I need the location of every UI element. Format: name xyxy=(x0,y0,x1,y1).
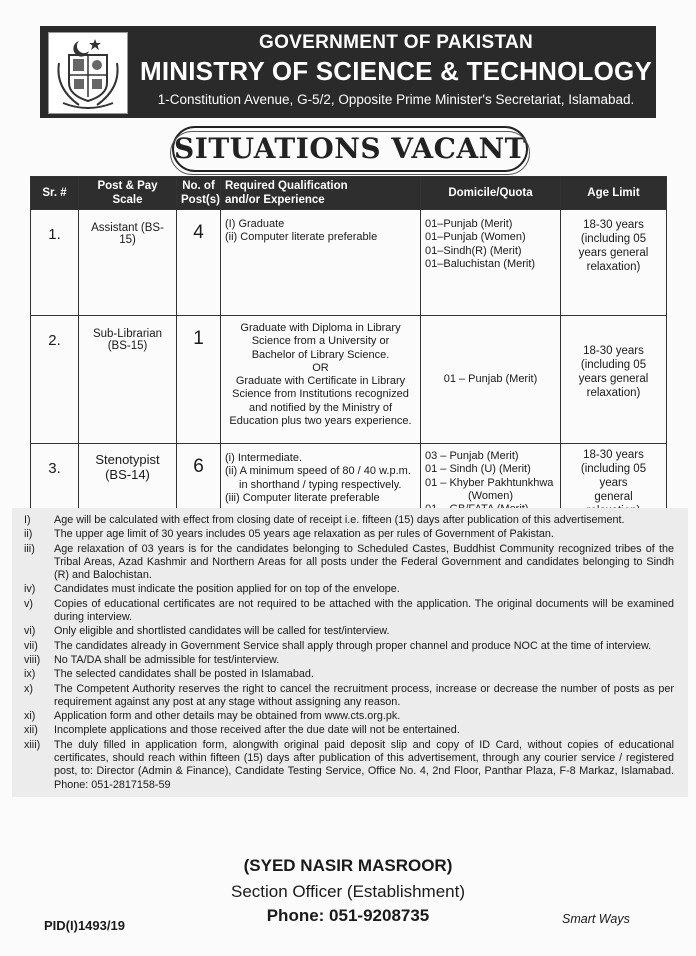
row-serial: 3. xyxy=(31,444,79,536)
state-emblem-icon xyxy=(48,32,128,114)
row-qualification: Graduate with Diploma in Library Science from a University or Bachelor of Library Science. OR Graduate with Certificate in Library Science from Institutions recognized and notified by the Ministry of Education plus two years experience. xyxy=(221,316,421,444)
list-item: xiii) The duly filled in application form, alongwith original paid deposit slip and copy of ID Card, without copies of educational certificates, should reach within fifteen (15) days after publication of this advertisement, through any courier service / registered post, to: Director (Admin & Finance), Candidate Testing Service, Office No. 4, 2nd Floor, Panthar Plaza, F-8 Markaz, Islamabad. Phone: 051-2817158-59 xyxy=(24,738,674,791)
row-age-limit: 18-30 years (including 05 years general relaxation) xyxy=(561,210,667,316)
column-header-qualification: Required Qualification and/or Experience xyxy=(221,177,421,210)
list-item: ix) The selected candidates shall be posted in Islamabad. xyxy=(24,668,314,681)
agency-credit: Smart Ways xyxy=(562,912,630,926)
row-qualification: (I) Graduate (ii) Computer literate preferable xyxy=(221,210,421,316)
ministry-address: 1-Constitution Avenue, G-5/2, Opposite Prime Minister's Secretariat, Islamabad. xyxy=(157,92,635,107)
list-item: iii) Age relaxation of 03 years is for the candidates belonging to Scheduled Castes, Buddhist Community recognized tribes of the Tribal Areas, Azad Kashmir and Northern Areas for all posts under the Federal Government and candidates belonging to Sindh (R) and Balochistan. xyxy=(24,542,674,582)
ministry-title: MINISTRY OF SCIENCE & TECHNOLOGY xyxy=(140,56,652,86)
column-header-posts: No. of Post(s) xyxy=(177,177,221,210)
list-item: ii) The upper age limit of 30 years includes 05 years age relaxation as per rules of Government of Pakistan. xyxy=(24,528,554,541)
signatory-title: Section Officer (Establishment) xyxy=(231,882,465,901)
signatory-name: (SYED NASIR MASROOR) xyxy=(243,856,453,875)
list-item: xii) Incomplete applications and those received after the due date will not be entertained. xyxy=(24,724,460,737)
column-header-age: Age Limit xyxy=(561,177,667,210)
pid-number: PID(I)1493/19 xyxy=(44,918,125,933)
table-header-row xyxy=(31,177,667,210)
list-item: xi) Application form and other details may be obtained from www.cts.org.pk. xyxy=(24,710,401,723)
list-item: vi) Only eligible and shortlisted candidates will be called for test/interview. xyxy=(24,625,390,638)
signatory-phone: Phone: 051-9208735 xyxy=(266,906,430,925)
table-row xyxy=(31,210,667,316)
row-domicile: 01–Punjab (Merit) 01–Punjab (Women) 01–Sindh(R) (Merit) 01–Baluchistan (Merit) xyxy=(421,210,561,316)
row-age-limit: 18-30 years (including 05 years general xyxy=(561,444,667,536)
situations-vacant-heading: SITUATIONS VACANT xyxy=(172,126,528,172)
row-post-count: 1 xyxy=(177,316,221,444)
row-post: Assistant (BS-15) xyxy=(79,210,177,316)
column-header-post: Post & Pay Scale xyxy=(79,177,177,210)
header-banner xyxy=(40,26,656,118)
list-item: I) Age will be calculated with effect from closing date of receipt i.e. fifteen (15) days after publication of this advertisement. xyxy=(24,514,625,526)
row-domicile: 03 – Punjab (Merit) 01 – Sindh (U) (Merit) 01 – Khyber Pakhtunkhwa (Women) xyxy=(421,444,561,536)
list-item: viii) No TA/DA shall be admissible for test/interview. xyxy=(24,653,280,666)
row-serial: 2. xyxy=(31,316,79,444)
row-qualification: (i) Intermediate. (ii) A minimum speed of 80 / 40 w.p.m. in shorthand / typing respectively. (iii) Computer literate preferable xyxy=(221,444,421,536)
government-title: GOVERNMENT OF PAKISTAN xyxy=(258,32,533,53)
row-domicile: 01 – Punjab (Merit) xyxy=(421,316,561,444)
list-item: x) The Competent Authority reserves the right to cancel the recruitment process, increase or decrease the number of posts as per requirement against any post at any stage without assigning any reason. xyxy=(24,682,674,708)
list-item: v) Copies of educational certificates are not required to be attached with the application. The original documents will be examined during interview. xyxy=(24,597,674,624)
terms-and-conditions xyxy=(12,508,688,797)
row-post: Stenotypist (BS-14) xyxy=(79,444,177,536)
vacancies-table xyxy=(30,176,667,536)
row-post-count: 4 xyxy=(177,210,221,316)
list-item: vii) The candidates already in Government Service shall apply through proper channel and produce NOC at the time of interview. xyxy=(24,639,652,652)
row-post: Sub-Librarian (BS-15) xyxy=(79,316,177,444)
row-post-count: 6 xyxy=(177,444,221,536)
column-header-domicile: Domicile/Quota xyxy=(421,177,561,210)
column-header-sr: Sr. # xyxy=(31,177,79,210)
row-age-limit: 18-30 years (including 05 years general relaxation) xyxy=(561,316,667,444)
row-serial: 1. xyxy=(31,210,79,316)
table-row xyxy=(31,316,667,444)
list-item: iv) Candidates must indicate the position applied for on top of the envelope. xyxy=(24,583,400,596)
